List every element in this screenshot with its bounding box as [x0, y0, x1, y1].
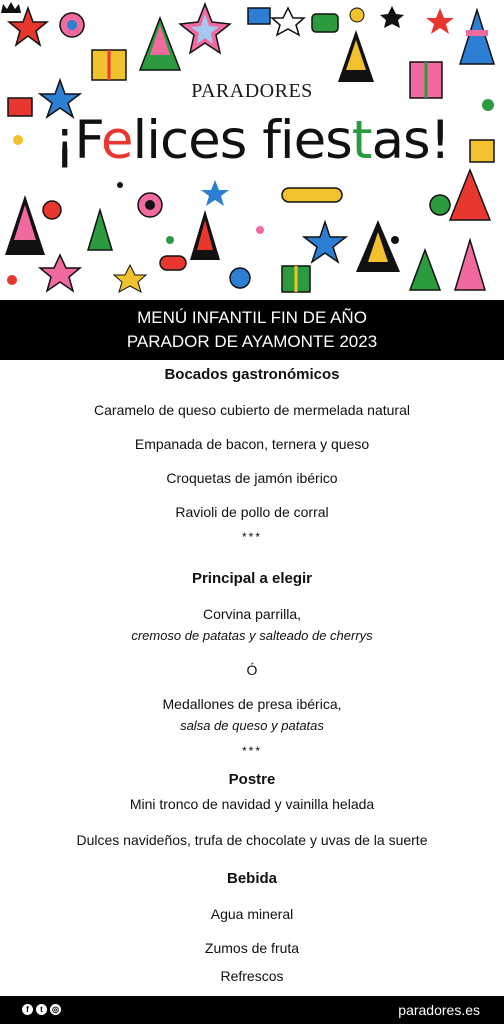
section-heading-drinks: Bebida [226, 870, 277, 887]
greeting-headline: ¡Felices fiestas! [54, 110, 450, 171]
section-heading-dessert: Postre [228, 771, 276, 788]
menu-title-line2: PARADOR DE AYAMONTE 2023 [126, 332, 378, 351]
footer-bar [0, 996, 504, 1024]
menu-item: Ravioli de pollo de corral [175, 504, 329, 520]
festive-header-illustration [0, 0, 504, 300]
menu-title-line1: MENÚ INFANTIL FIN DE AÑO [137, 308, 367, 327]
menu-item: Dulces navideños, trufa de chocolate y uvas de la suerte [76, 832, 428, 848]
menu-item: Caramelo de queso cubierto de mermelada natural [94, 402, 410, 418]
website-link[interactable]: paradores.es [398, 1002, 480, 1018]
separator: *** [241, 530, 262, 544]
menu-item: Mini tronco de navidad y vainilla helada [129, 796, 375, 812]
facebook-icon[interactable]: f [22, 1004, 33, 1015]
social-links [22, 1004, 61, 1015]
option-separator: Ó [246, 662, 258, 678]
menu-item: Zumos de fruta [204, 940, 300, 956]
menu-item-detail: salsa de queso y patatas [180, 718, 324, 733]
paradores-logo: PARADORES [191, 80, 313, 102]
section-heading-main: Principal a elegir [191, 570, 313, 587]
section-heading-starters: Bocados gastronómicos [164, 366, 340, 383]
separator: *** [241, 744, 262, 758]
menu-item: Medallones de presa ibérica, [162, 696, 342, 712]
menu-item-detail: cremoso de patatas y salteado de cherrys [131, 628, 373, 643]
menu-item: Corvina parrilla, [202, 606, 302, 622]
twitter-icon[interactable]: t [36, 1004, 47, 1015]
menu-item: Refrescos [220, 968, 284, 984]
menu-title-band [0, 300, 504, 360]
menu-item: Empanada de bacon, ternera y queso [134, 436, 370, 452]
paradores-crown-icon [0, 0, 22, 14]
menu-item: Agua mineral [210, 906, 294, 922]
instagram-icon[interactable]: ◎ [50, 1004, 61, 1015]
menu-item: Croquetas de jamón ibérico [166, 470, 338, 486]
